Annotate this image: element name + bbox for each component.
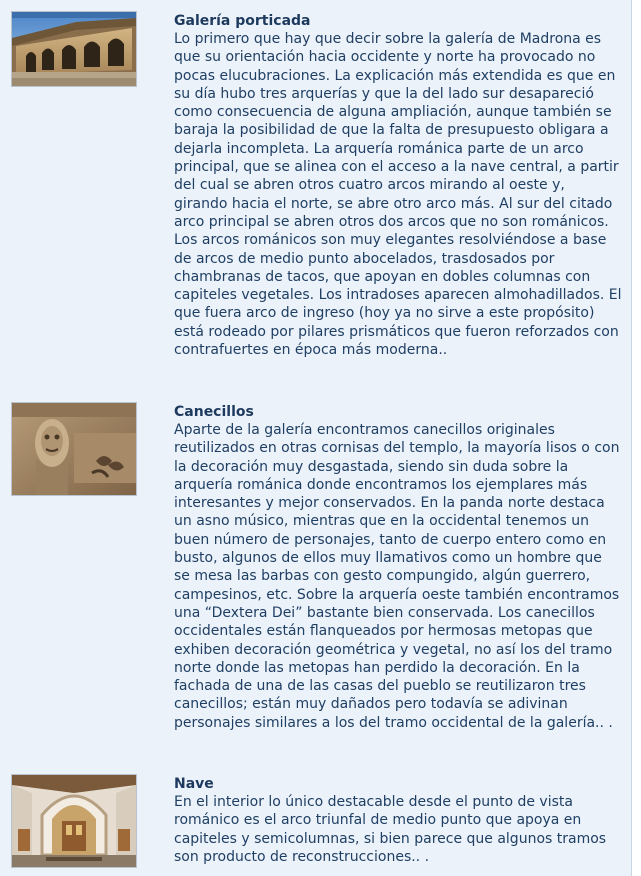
nave-interior-photo[interactable] (12, 775, 136, 867)
section-title: Nave (174, 776, 214, 792)
entry-text (174, 775, 622, 866)
arcade-gallery-photo[interactable] (12, 12, 136, 86)
section-body: En el interior lo único destacable desde el punto de vista románico es el arco triunfal de medio punto que apoya en capiteles y semicolumnas, si bien parece que algunos tramos son producto de reconstrucciones.. . (174, 794, 607, 865)
section-title: Galería porticada (174, 13, 311, 29)
entry-text (174, 403, 622, 732)
section-body: Aparte de la galería encontramos canecillos originales reutilizados en otras cornisas del templo, la mayoría lisos o con la decoración muy desgastada, siendo sin duda sobre la arquería románica donde encontramos los ejemplares más interesantes y mejor conservados. En la panda norte destaca un asno músico, mientras que en la occidental tenemos un buen número de personajes, tanto de cuerpo entero como en busto, algunos de ellos muy llamativos como un hombre que se mesa las barbas con gesto compungido, algún guerrero, campesinos, etc. Sobre la arquería oeste también encontramos una “Dextera Dei” bastante bien conservada. Los canecillos occidentales están flanqueados por hermosas metopas que exhiben decoración geométrica y vegetal, no así los del tramo norte donde las metopas han perdido la decoración. En la fachada de una de las casas del pueblo se reutilizaron tres canecillos; están muy dañados pero todavía se adivinan personajes similares a los del tramo occidental de la galería.. . (174, 422, 620, 731)
section-title: Canecillos (174, 404, 254, 420)
entry-text (174, 12, 622, 359)
corbel-photo[interactable] (12, 403, 136, 495)
section-body: Lo primero que hay que decir sobre la galería de Madrona es que su orientación hacia occidente y norte ha provocado no pocas elucubraciones. La explicación más extendida es que en su día hubo tres arquerías y que la del lado sur desapareció como consecuencia de alguna ampliación, aunque también se baraja la posibilidad de que la falta de presupuesto obligara a dejarla incompleta. La arquería románica parte de un arco principal, que se alinea con el acceso a la nave central, a partir del cual se abren otros cuatro arcos mirando al oeste y, girando hacia el norte, se abre otro arco más. Al sur del citado arco principal se abren otros dos arcos que no son románicos. Los arcos románicos son muy elegantes resolviéndose a base de arcos de medio punto abocelados, trasdosados por chambranas de tacos, que apoyan en dobles columnas con capiteles vegetales. Los intradoses aparecen almohadillados. El que fuera arco de ingreso (hoy ya no sirve a este propósito) está rodeado por pilares prismáticos que fueron reforzados con contrafuertes en época más moderna.. (174, 31, 622, 359)
